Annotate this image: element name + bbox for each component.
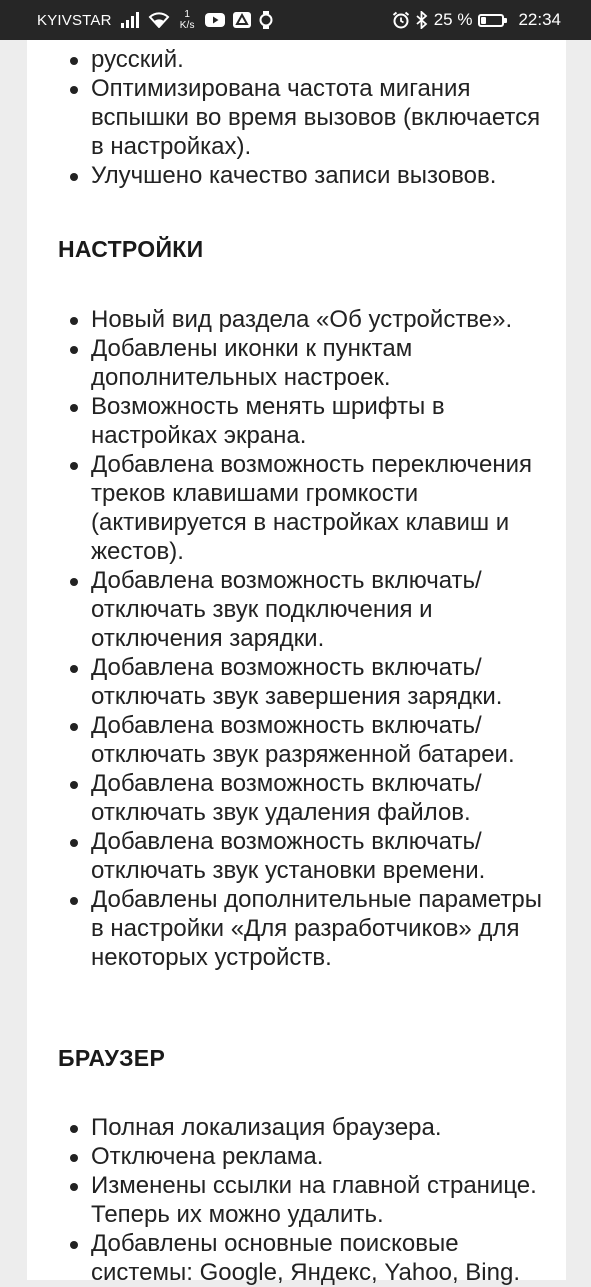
list-item: Изменены ссылки на главной странице. Теперь их можно удалить.: [27, 1171, 566, 1229]
status-bar: [0, 0, 591, 40]
watch-icon: [259, 11, 273, 29]
carrier-name: KYIVSTAR: [37, 11, 112, 29]
network-speed: [180, 9, 195, 31]
network-speed-unit: K/s: [179, 20, 195, 31]
network-speed-value: 1: [184, 9, 191, 20]
list-item: Добавлены дополнительные параметры в настройки «Для разработчиков» для некоторых устройств.: [27, 885, 566, 972]
status-bar-right: [392, 0, 561, 40]
status-bar-left: [37, 0, 273, 40]
list-item: Оптимизирована частота мигания вспышки во время вызовов (включается в настройках).: [27, 74, 566, 161]
wifi-icon: [148, 12, 170, 28]
section-title-settings: НАСТРОЙКИ: [58, 236, 204, 262]
list-item: Добавлена возможность включать/ отключать звук разряженной батареи.: [27, 711, 566, 769]
battery-icon: [478, 14, 504, 27]
calls-feature-list: [27, 45, 566, 190]
clock: 22:34: [518, 10, 561, 29]
app-icon: [233, 12, 251, 28]
alarm-icon: [392, 11, 410, 29]
browser-feature-list: [27, 1113, 566, 1287]
signal-icon: [120, 12, 140, 28]
list-item: Новый вид раздела «Об устройстве».: [27, 305, 566, 334]
list-item: Улучшено качество записи вызовов.: [27, 161, 566, 190]
section-title-browser: БРАУЗЕР: [58, 1045, 166, 1071]
article-card: [27, 0, 566, 1286]
list-item: русский.: [27, 45, 566, 74]
list-item: Добавлена возможность включать/ отключать звук завершения зарядки.: [27, 653, 566, 711]
list-item: Добавлена возможность включать/ отключать звук установки времени.: [27, 827, 566, 885]
list-item: Добавлена возможность включать/ отключать звук удаления файлов.: [27, 769, 566, 827]
list-item: Полная локализация браузера.: [27, 1113, 566, 1142]
list-item: Возможность менять шрифты в настройках экрана.: [27, 392, 566, 450]
list-item: Добавлены основные поисковые системы: Google, Яндекс, Yahoo, Bing.: [27, 1229, 566, 1287]
list-item: Добавлена возможность включать/ отключать звук подключения и отключения зарядки.: [27, 566, 566, 653]
battery-percent: 25 %: [433, 10, 473, 29]
youtube-icon: [205, 13, 225, 27]
list-item: Добавлена возможность переключения треков клавишами громкости (активируется в настройках клавиш и жестов).: [27, 450, 566, 566]
list-item: Добавлены иконки к пунктам дополнительных настроек.: [27, 334, 566, 392]
bluetooth-icon: [416, 11, 428, 29]
list-item: Отключена реклама.: [27, 1142, 566, 1171]
settings-feature-list: [27, 305, 566, 972]
